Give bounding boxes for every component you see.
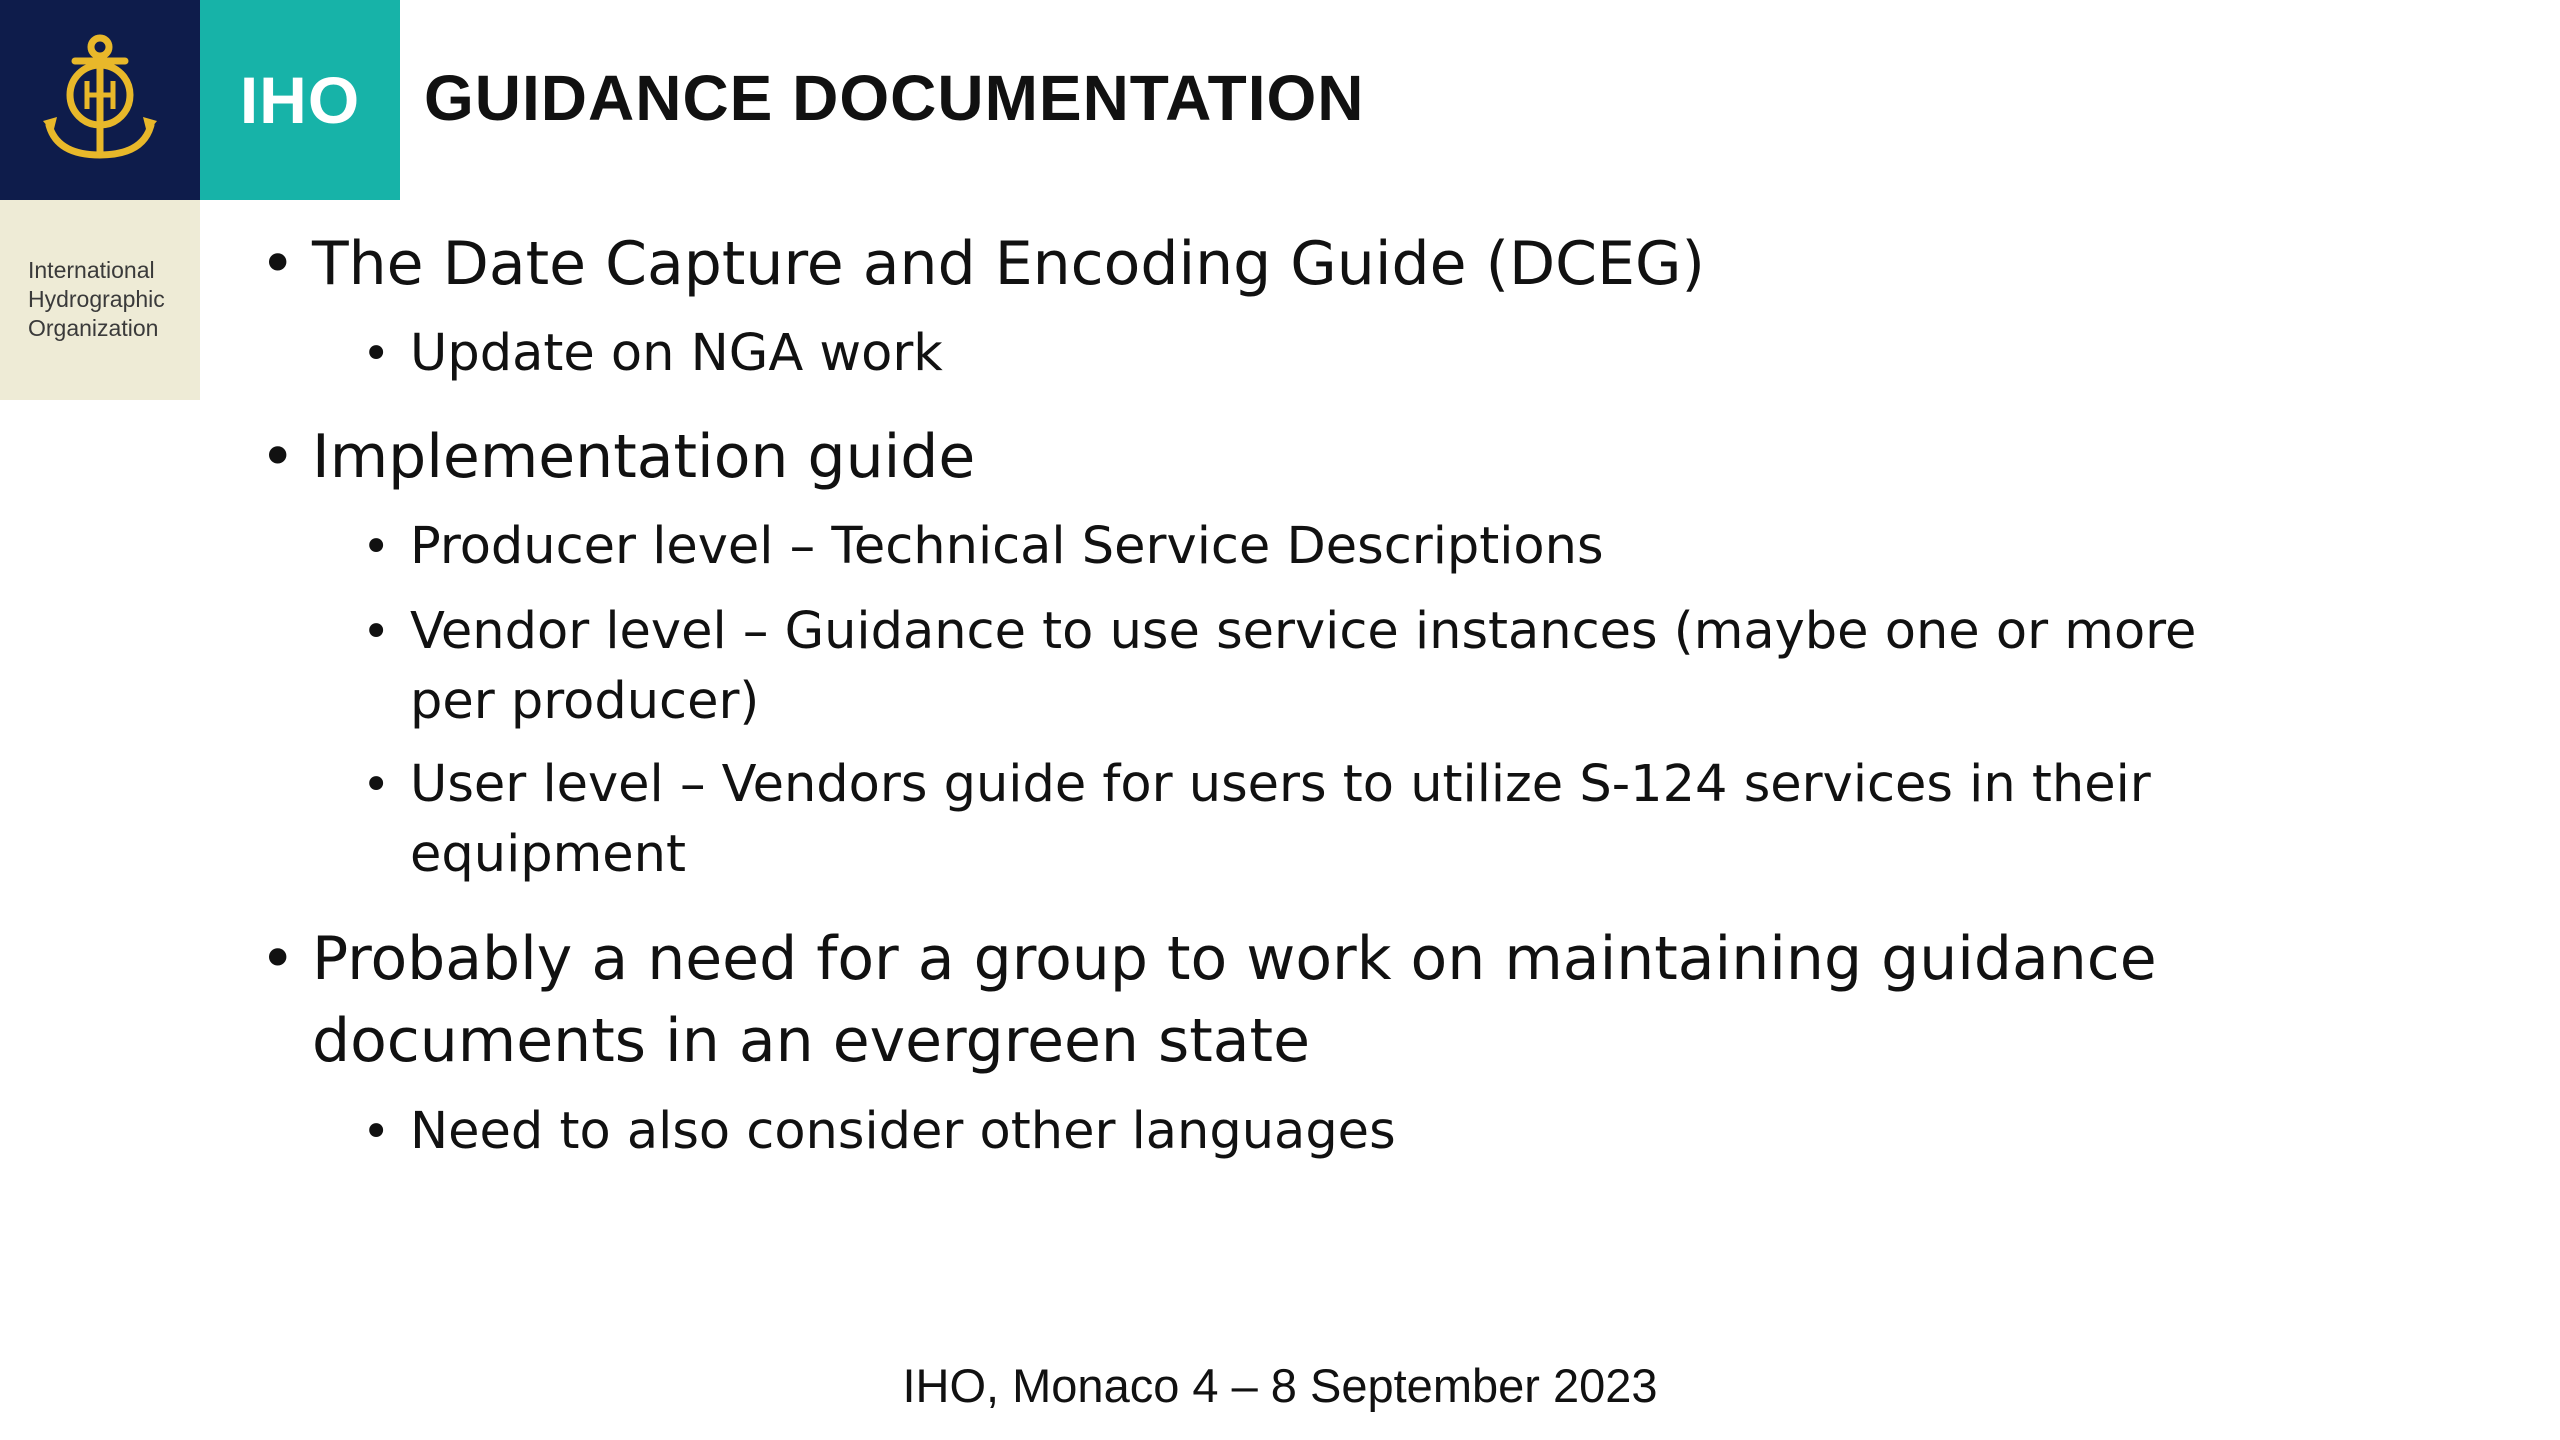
organization-name: International Hydrographic Organization [28, 257, 165, 341]
bullet-dot-icon: • [362, 519, 391, 575]
bullet-dot-icon: • [362, 604, 391, 660]
slide-footer: IHO, Monaco 4 – 8 September 2023 [902, 1359, 1658, 1412]
bullet-item [362, 512, 2290, 582]
bullet-item [362, 319, 2290, 389]
bullet-item [362, 750, 2290, 890]
slide-title: GUIDANCE DOCUMENTATION [424, 62, 1365, 134]
bullet-dot-icon: • [260, 229, 296, 299]
bullet-item [260, 918, 2322, 1082]
bullet-item [260, 416, 2322, 498]
bullet-dot-icon: • [362, 1104, 391, 1160]
bullet-dot-icon: • [362, 757, 391, 813]
bullet-text: User level – Vendors guide for users to utilize S-124 services in their equipment [410, 755, 2151, 884]
bullet-text: Producer level – Technical Service Descriptions [410, 517, 1604, 576]
bullet-text: Probably a need for a group to work on maintaining guidance documents in an evergreen state [312, 924, 2157, 1076]
bullet-text: The Date Capture and Encoding Guide (DCEG) [312, 229, 1705, 299]
bullet-dot-icon: • [362, 326, 391, 382]
bullet-item [362, 597, 2290, 737]
bullet-text: Update on NGA work [410, 324, 943, 383]
bullet-text: Need to also consider other languages [410, 1102, 1396, 1161]
bullet-item [260, 223, 2322, 305]
bullet-text: Vendor level – Guidance to use service instances (maybe one or more per producer) [410, 602, 2197, 731]
bullet-text: Implementation guide [312, 422, 976, 492]
bullet-item [362, 1097, 2290, 1167]
brand-label: IHO [239, 63, 361, 137]
bullet-dot-icon: • [260, 422, 296, 492]
bullet-dot-icon: • [260, 924, 296, 994]
